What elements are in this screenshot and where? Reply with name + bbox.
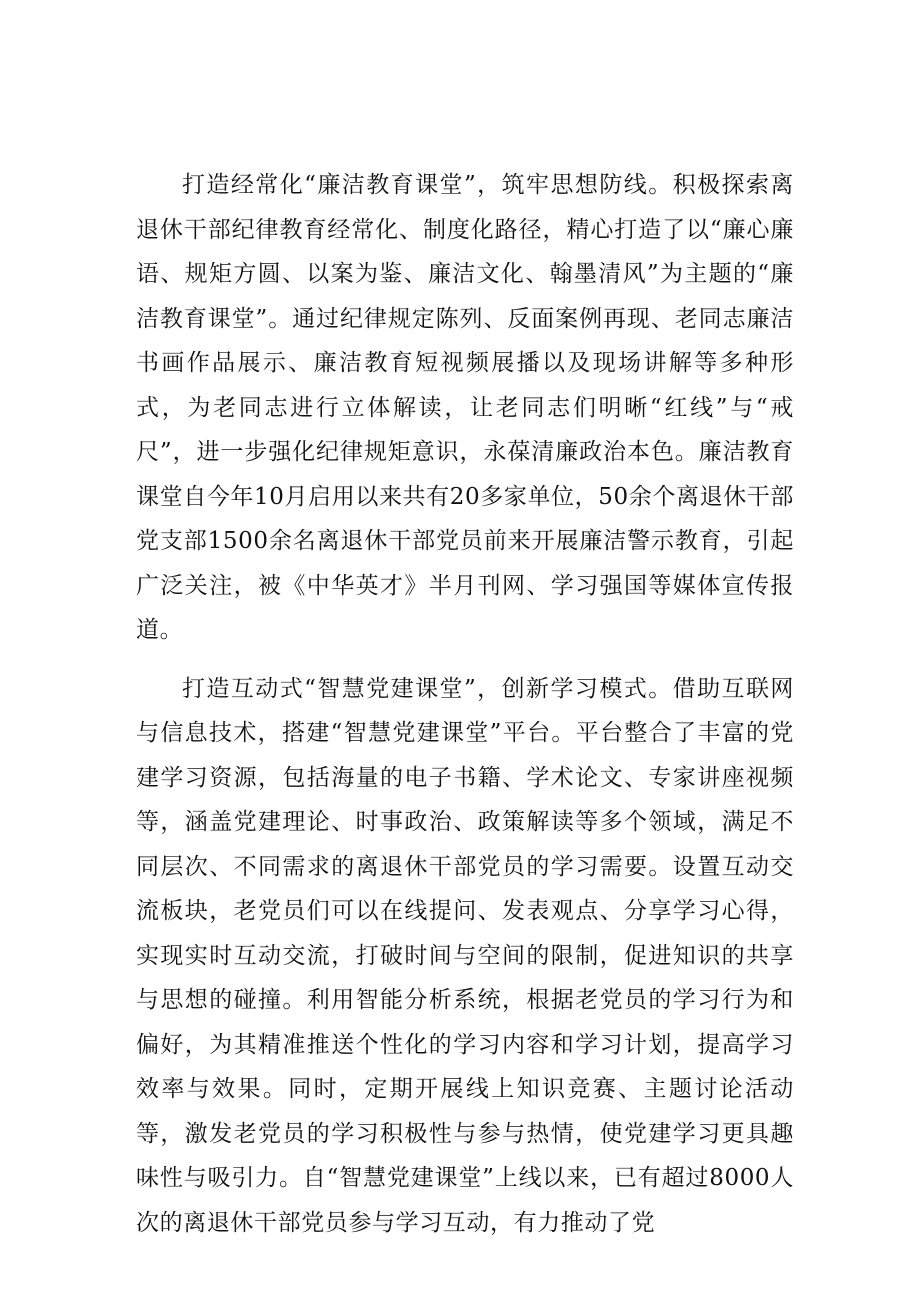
document-body bbox=[136, 163, 794, 1245]
paragraph-clean-education-classroom: 打造经常化“廉洁教育课堂”，筑牢思想防线。积极探索离退休干部纪律教育经常化、制度化路径，精心打造了以“廉心廉语、规矩方圆、以案为鉴、廉洁文化、翰墨清风”为主题的“廉洁教育课堂”。通过纪律规定陈列、反面案例再现、老同志廉洁书画作品展示、廉洁教育短视频展播以及现场讲解等多种形式，为老同志进行立体解读，让老同志们明晰“红线”与“戒尺”，进一步强化纪律规矩意识，永葆清廉政治本色。廉洁教育课堂自今年10月启用以来共有20多家单位，50余个离退休干部党支部1500余名离退休干部党员前来开展廉洁警示教育，引起广泛关注，被《中华英才》半月刊网、学习强国等媒体宣传报道。 bbox=[136, 172, 794, 643]
paragraph-smart-party-building-classroom: 打造互动式“智慧党建课堂”，创新学习模式。借助互联网与信息技术，搭建“智慧党建课堂”平台。平台整合了丰富的党建学习资源，包括海量的电子书籍、学术论文、专家讲座视频等，涵盖党建理论、时事政治、政策解读等多个领域，满足不同层次、不同需求的离退休干部党员的学习需要。设置互动交流板块，老党员们可以在线提问、发表观点、分享学习心得，实现实时互动交流，打破时间与空间的限制，促进知识的共享与思想的碰撞。利用智能分析系统，根据老党员的学习行为和偏好，为其精准推送个性化的学习内容和学习计划，提高学习效率与效果。同时，定期开展线上知识竞赛、主题讨论活动等，激发老党员的学习积极性与参与热情，使党建学习更具趣味性与吸引力。自“智慧党建课堂”上线以来，已有超过8000人次的离退休干部党员参与学习互动，有力推动了党 bbox=[136, 675, 794, 1236]
